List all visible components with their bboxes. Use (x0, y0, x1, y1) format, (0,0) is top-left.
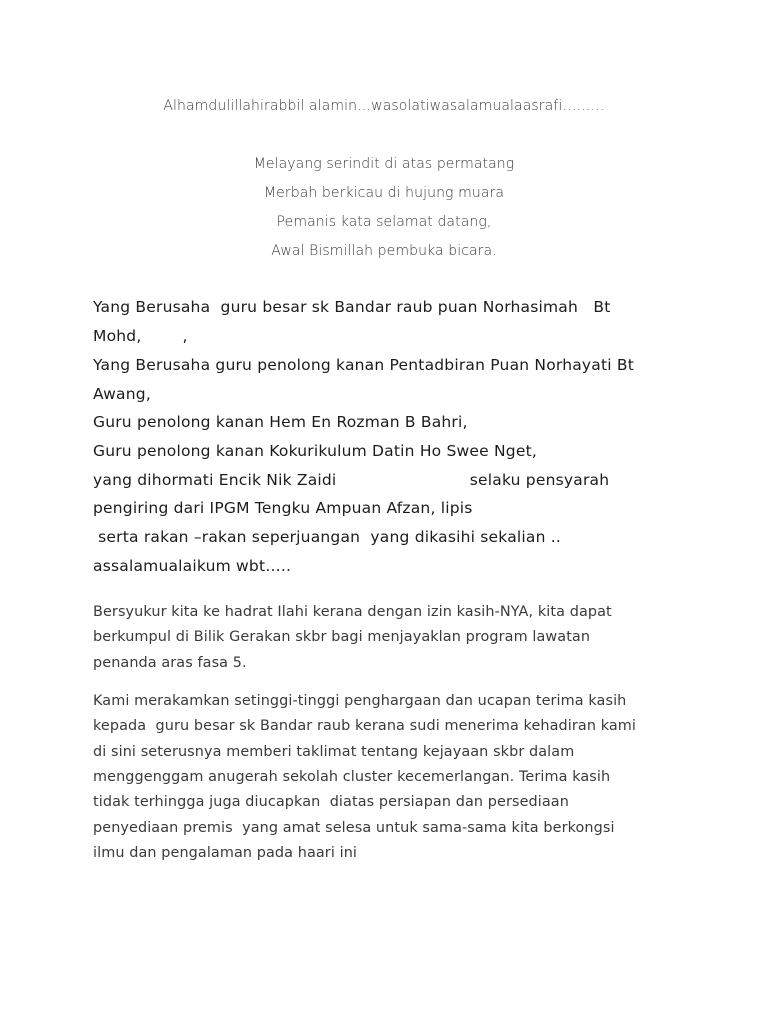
paragraph-line: Bersyukur kita ke hadrat Ilahi kerana dengan izin kasih-NYA, kita dapat (93, 604, 612, 620)
salutation-line: Guru penolong kanan Hem En Rozman B Bahri, (93, 413, 468, 431)
paragraph-line: tidak terhingga juga diucapkan diatas persiapan dan persediaan (93, 794, 569, 810)
paragraph-line: ilmu dan pengalaman pada haari ini (93, 845, 358, 861)
salutation-line: Guru penolong kanan Kokurikulum Datin Ho Swee Nget, (93, 442, 537, 460)
paragraph-line: di sini seterusnya memberi taklimat tentang kejayaan skbr dalam (93, 744, 575, 760)
salutation-line: yang dihormati Encik Nik Zaidi selaku pensyarah (93, 471, 610, 489)
pantun-line: Merbah berkicau di hujung muara (263, 185, 505, 201)
paragraph-line: kepada guru besar sk Bandar raub kerana sudi menerima kehadiran kami (93, 718, 637, 734)
pantun-line: Pemanis kata selamat datang, (276, 214, 492, 230)
paragraph-line: Kami merakamkan setinggi-tinggi penghargaan dan ucapan terima kasih (93, 693, 627, 709)
paragraph-line: berkumpul di Bilik Gerakan skbr bagi menjayaklan program lawatan (93, 629, 591, 645)
paragraph-line: penyediaan premis yang amat selesa untuk sama-sama kita berkongsi (93, 820, 615, 836)
opening-line: Alhamdulillahirabbil alamin…wasolatiwasalamualaasrafi……… (163, 98, 605, 114)
salutation-line: pengiring dari IPGM Tengku Ampuan Afzan, lipis (93, 499, 473, 517)
salutation-line: Yang Berusaha guru penolong kanan Pentadbiran Puan Norhayati Bt (93, 356, 635, 374)
paragraph-line: penanda aras fasa 5. (93, 655, 247, 671)
salutation-line: Awang, (93, 385, 151, 403)
paragraph-line: menggenggam anugerah sekolah cluster kecemerlangan. Terima kasih (93, 769, 611, 785)
salutation-line: Mohd, , (93, 327, 188, 345)
salutation-line: assalamualaikum wbt….. (93, 557, 292, 575)
pantun-line: Awal Bismillah pembuka bicara. (271, 243, 497, 259)
salutation-line: Yang Berusaha guru besar sk Bandar raub puan Norhasimah Bt (93, 298, 611, 316)
pantun-line: Melayang serindit di atas permatang (253, 156, 515, 172)
salutation-line: serta rakan –rakan seperjuangan yang dikasihi sekalian .. (93, 528, 562, 546)
